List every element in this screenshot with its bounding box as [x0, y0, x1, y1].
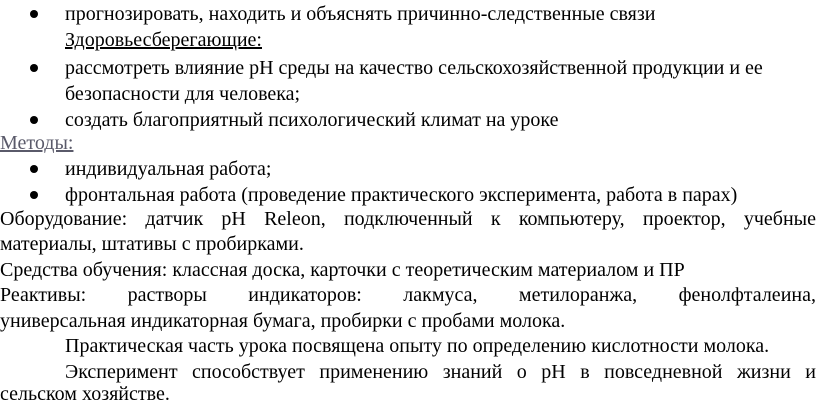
- list-item-text: индивидуальная работа;: [65, 158, 272, 180]
- section-heading-health: Здоровьесберегающие:: [65, 29, 262, 51]
- list-item-text: рассмотреть влияние pH среды на качество сельскохозяйственной продукции и ее: [65, 57, 763, 79]
- equipment-line-2: материалы, штативы с пробирками.: [0, 233, 304, 255]
- list-item-text: фронтальная работа (проведение практического эксперимента, работа в парах): [65, 184, 738, 206]
- list-item-text: создать благоприятный психологический климат на уроке: [65, 109, 559, 131]
- reagents-word: Реактивы:: [0, 284, 87, 306]
- reagents-word: фенолфталеина,: [678, 284, 816, 306]
- paragraph-experiment-line-2: сельском хозяйстве.: [0, 383, 170, 405]
- list-item: [0, 2, 816, 26]
- section-heading-methods: Методы:: [0, 132, 74, 154]
- reagents-word: растворы: [127, 284, 207, 306]
- list-item: [0, 108, 816, 132]
- equipment-line-1: Оборудование: датчик pH Releon, подключенный к компьютеру, проектор, учебные: [0, 208, 816, 230]
- bullet-icon: [28, 56, 40, 80]
- teaching-means: Средства обучения: классная доска, карточки с теоретическим материалом и ПР: [0, 259, 685, 281]
- bullet-icon: [28, 108, 40, 132]
- bullet-icon: [28, 2, 40, 26]
- reagents-line-2: универсальная индикаторная бумага, пробирки с пробами молока.: [0, 310, 566, 332]
- list-item-continuation: безопасности для человека;: [65, 83, 301, 105]
- paragraph-experiment-line-1: Эксперимент способствует применению знаний о pH в повседневной жизни и: [65, 361, 816, 383]
- reagents-word: лакмуса,: [403, 284, 478, 306]
- list-item: [0, 183, 816, 207]
- paragraph-practical: Практическая часть урока посвящена опыту по определению кислотности молока.: [65, 335, 770, 357]
- reagents-word: метилоранжа,: [518, 284, 638, 306]
- list-item: [0, 56, 816, 80]
- list-item: [0, 157, 816, 181]
- bullet-icon: [28, 157, 40, 181]
- list-item-text: прогнозировать, находить и объяснять причинно-следственные связи: [65, 3, 656, 25]
- reagents-line-1: [0, 283, 816, 307]
- bullet-icon: [28, 183, 40, 207]
- reagents-word: индикаторов:: [248, 284, 362, 306]
